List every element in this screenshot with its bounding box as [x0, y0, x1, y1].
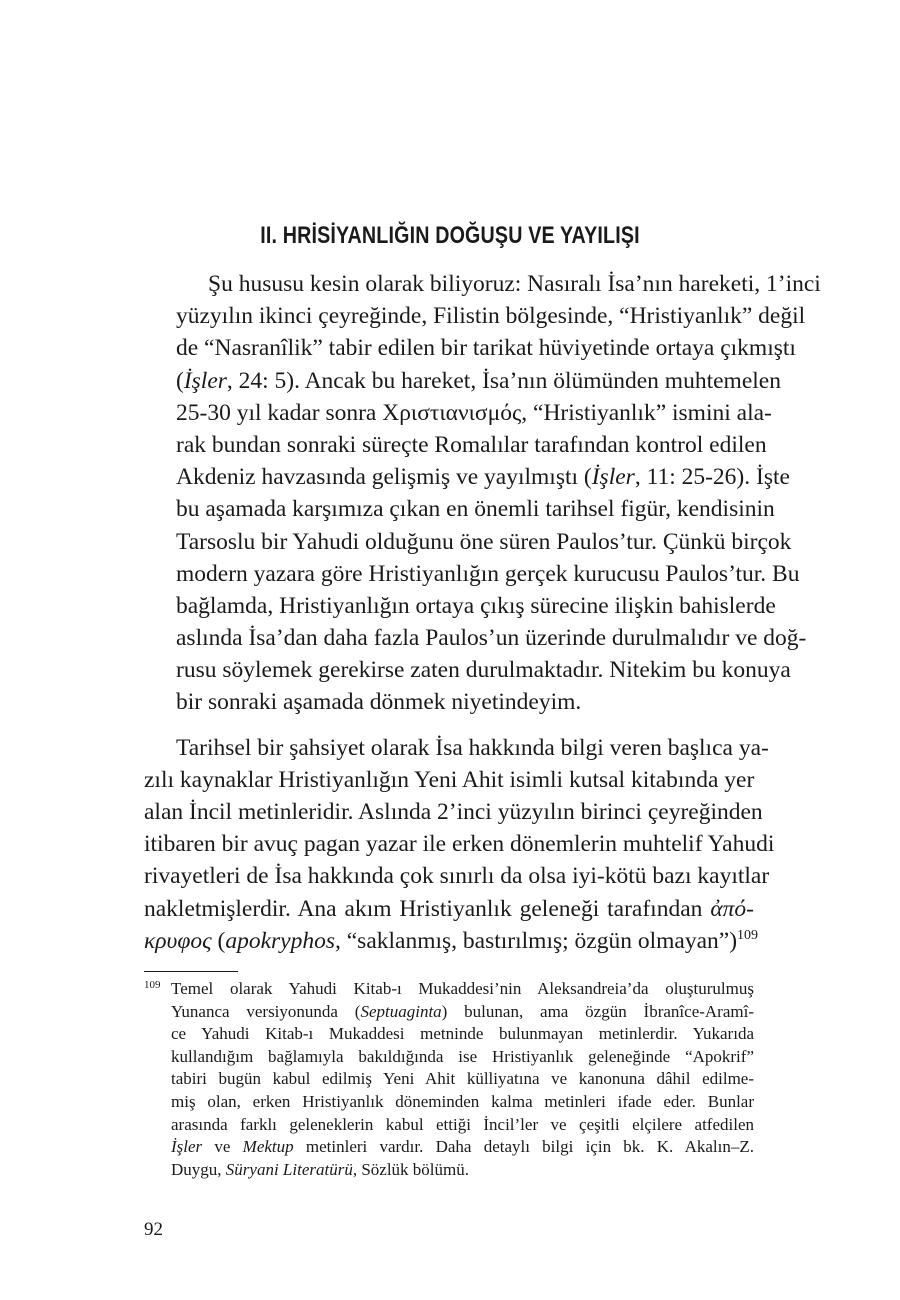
- text-line: modern yazara göre Hristiyanlığın gerçek kurucusu Paulos’tur. Bu: [176, 560, 800, 587]
- paragraph-1: [144, 268, 821, 719]
- text-line: Tarihsel bir şahsiyet olarak İsa hakkında bilgi veren başlıca ya-: [176, 734, 769, 761]
- transliteration-italic: apokryphos,: [225, 927, 341, 954]
- text-line: rak bundan sonraki süreçte Romalılar tarafından kontrol edilen: [176, 431, 767, 458]
- footnote-109: [144, 978, 754, 1181]
- footnote-line: İşler ve Mektup metinleri vardır. Daha detaylı bilgi için bk. K. Akalın–Z.: [171, 1137, 754, 1157]
- text-line: 25-30 yıl kadar sonra Χριστιανισμός, “Hristiyanlık” ismini ala-: [176, 399, 772, 426]
- paragraph-gap: [144, 719, 754, 732]
- footnote-line: Temel olarak Yahudi Kitab-ı Mukaddesi’nin Aleksandreia’da oluşturulmuş: [171, 979, 754, 998]
- page-number: 92: [144, 1219, 163, 1240]
- greek-italic: κρυφος: [144, 927, 212, 954]
- paragraph-2: [144, 732, 775, 957]
- section-heading: II. HRİSİYANLIĞIN DOĞUŞU VE YAYILIŞI: [260, 222, 640, 249]
- text-line: yüzyılın ikinci çeyreğinde, Filistin bölgesinde, “Hristiyanlık” değil: [176, 303, 806, 330]
- footnote-line: arasında farklı geleneklerin kabul ettiği İncil’ler ve çeşitli elçilere atfedilen: [171, 1114, 754, 1134]
- footnote-line: miş olan, erken Hristiyanlık döneminden kalma metinleri ifade eder. Bunlar: [171, 1091, 754, 1111]
- text-line: rusu söylemek gerekirse zaten durulmaktadır. Nitekim bu konuya: [176, 657, 791, 684]
- text-line: de “Nasranîlik” tabir edilen bir tarikat hüviyetinde ortaya çıkmıştı: [176, 335, 796, 362]
- footnote-italic: Süryani Literatürü: [225, 1159, 353, 1179]
- text-line: bağlamda, Hristiyanlığın ortaya çıkış sürecine ilişkin bahislerde: [176, 592, 776, 619]
- text-line: bu aşamada karşımıza çıkan en önemli tarihsel figür, kendisinin: [176, 496, 775, 523]
- citation-italic: İşler: [183, 367, 227, 394]
- footnote-italic: Mektup: [242, 1137, 294, 1157]
- text-line: Akdeniz havzasında gelişmiş ve yayılmıştı (İşler, 11: 25-26). İşte: [176, 464, 790, 491]
- text-line: itibaren bir avuç pagan yazar ile erken dönemlerin muhtelif Yahudi: [144, 831, 775, 858]
- text-line: zılı kaynaklar Hristiyanlığın Yeni Ahit isimli kutsal kitabında yer: [144, 766, 755, 793]
- main-text: [144, 268, 821, 957]
- footnote-line: ce Yahudi Kitab-ı Mukaddesi metninde bulunmayan metinlerdir. Yukarıda: [171, 1024, 754, 1044]
- footnote-italic: İşler: [171, 1137, 203, 1157]
- text-line: alan İncil metinleridir. Aslında 2’inci yüzyılın birinci çeyreğinden: [144, 799, 763, 825]
- text-line: Tarsoslu bir Yahudi olduğunu öne süren Paulos’tur. Çünkü birçok: [176, 528, 792, 555]
- footnote-line: Duygu, Süryani Literatürü, Sözlük bölümü.: [171, 1159, 469, 1179]
- footnote-reference[interactable]: 109: [737, 927, 759, 943]
- footnote-line: Yunanca versiyonunda (Septuaginta) bulunan, ama özgün İbranîce-Aramî-: [171, 1001, 754, 1021]
- footnote-number: 109: [144, 979, 161, 991]
- greek-italic: ἀπό-: [710, 895, 754, 922]
- footnote-italic: Septuaginta: [360, 1001, 442, 1021]
- text-line: bir sonraki aşamada dönmek niyetindeyim.: [176, 689, 582, 716]
- footnote-divider: [144, 971, 238, 972]
- footnote-line: kullandığım bağlamıyla bakıldığında ise Hristiyanlık geleneğinde “Apokrif”: [171, 1046, 754, 1066]
- text-line: nakletmişlerdir. Ana akım Hristiyanlık geleneği tarafından ἀπό-: [144, 895, 754, 922]
- text-line: κρυφος (apokryphos, “saklanmış, bastırılmış; özgün olmayan”)$^{109}$: [144, 927, 759, 954]
- text-line: rivayetleri de İsa hakkında çok sınırlı da olsa iyi-kötü bazı kayıtlar: [144, 863, 770, 890]
- citation-italic: İşler: [591, 464, 635, 491]
- text-line: (İşler, 24: 5). Ancak bu hareket, İsa’nın ölümünden muhtemelen: [176, 367, 781, 394]
- text-line: Şu hususu kesin olarak biliyoruz: Nasıralı İsa’nın hareketi, 1’inci: [208, 271, 821, 297]
- text-line: aslında İsa’dan daha fazla Paulos’un üzerinde durulmalıdır ve doğ-: [176, 625, 807, 652]
- footnote-line: tabiri bugün kabul edilmiş Yeni Ahit külliyatına ve kanonuna dâhil edilme-: [171, 1069, 754, 1089]
